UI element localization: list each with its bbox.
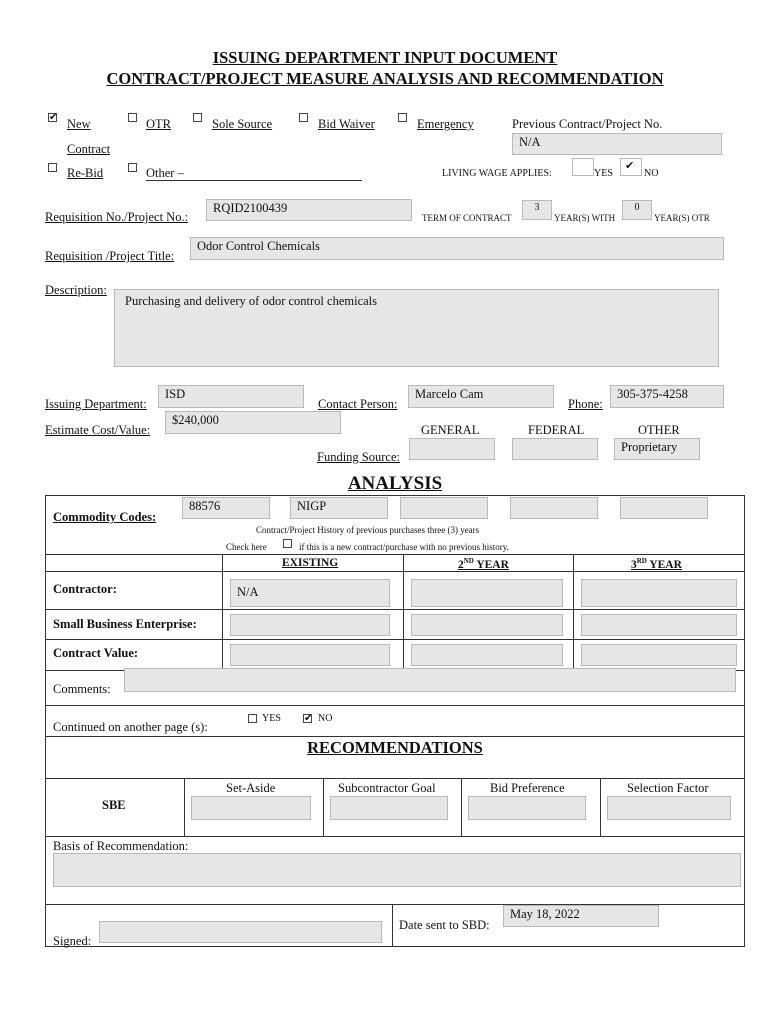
commodity-code-field-4[interactable] (510, 497, 598, 519)
sbe-existing-field[interactable] (230, 614, 390, 636)
row-sbe-label: Small Business Enterprise: (53, 617, 197, 631)
previous-contract-field[interactable]: N/A (512, 133, 722, 155)
living-wage-no-label: NO (644, 168, 659, 179)
col-existing: EXISTING (282, 557, 339, 569)
living-wage-no-box[interactable]: ✔ (620, 158, 642, 176)
analysis-title: ANALYSIS (347, 473, 443, 494)
other-checkbox[interactable] (128, 163, 137, 172)
other-underline (146, 180, 362, 181)
term-label: TERM OF CONTRACT (422, 213, 512, 223)
sbe-row-label: SBE (102, 798, 126, 812)
new-checkbox[interactable]: ✔ (49, 112, 58, 123)
basis-field[interactable] (53, 853, 741, 887)
signed-label: Signed: (53, 934, 92, 948)
phone-field[interactable]: 305-375-4258 (610, 385, 724, 408)
col-bid-preference: Bid Preference (490, 781, 565, 795)
col-set-aside: Set-Aside (226, 781, 276, 795)
check-here-label: Check here (226, 542, 267, 552)
bid-waiver-label: Bid Waiver (318, 117, 375, 131)
description-field[interactable]: Purchasing and delivery of odor control chemicals (114, 289, 719, 367)
emergency-label: Emergency (417, 117, 474, 131)
new-label: New (67, 117, 91, 131)
funding-general-field[interactable] (409, 438, 495, 460)
phone-label: Phone: (568, 397, 603, 411)
signed-field[interactable] (99, 921, 382, 943)
bid-waiver-checkbox[interactable] (299, 113, 308, 122)
continued-label: Continued on another page (s): (53, 720, 208, 734)
funding-federal-field[interactable] (512, 438, 598, 460)
continued-no-label: NO (318, 713, 333, 724)
otr-label: OTR (146, 117, 171, 131)
otr-checkbox[interactable] (128, 113, 137, 122)
sole-source-checkbox[interactable] (193, 113, 202, 122)
no-history-checkbox[interactable] (283, 539, 292, 548)
no-history-note: if this is a new contract/purchase with no previous history. (299, 542, 509, 552)
requisition-label: Requisition No./Project No.: (45, 210, 189, 224)
document-title: ISSUING DEPARTMENT INPUT DOCUMENT (212, 48, 558, 67)
recommendations-title: RECOMMENDATIONS (307, 738, 483, 757)
project-title-field[interactable]: Odor Control Chemicals (190, 237, 724, 260)
col-2nd-year: 2ND YEAR (458, 557, 509, 571)
col-selection-factor: Selection Factor (627, 781, 709, 795)
previous-contract-label: Previous Contract/Project No. (512, 117, 663, 131)
term-years-field[interactable]: 3 (522, 200, 552, 220)
living-wage-yes-label: YES (594, 168, 613, 179)
commodity-codes-label: Commodity Codes: (53, 510, 157, 524)
other-label: Other – (146, 166, 184, 180)
comments-field[interactable] (124, 668, 736, 692)
living-wage-yes-box[interactable] (572, 158, 594, 176)
funding-other-field[interactable]: Proprietary (614, 438, 700, 460)
funding-other-label: OTHER (638, 423, 680, 437)
sole-source-label: Sole Source (212, 117, 273, 131)
funding-federal-label: FEDERAL (528, 423, 585, 437)
contact-person-label: Contact Person: (318, 397, 398, 411)
commodity-code-field-3[interactable] (400, 497, 488, 519)
value-2nd-field[interactable] (411, 644, 563, 666)
emergency-checkbox[interactable] (398, 113, 407, 122)
commodity-code-field-5[interactable] (620, 497, 708, 519)
col-subcontractor-goal: Subcontractor Goal (338, 781, 436, 795)
value-3rd-field[interactable] (581, 644, 737, 666)
contract-label: Contract (67, 142, 111, 156)
living-wage-label: LIVING WAGE APPLIES: (442, 168, 552, 179)
row-contractor-label: Contractor: (53, 582, 117, 596)
bid-preference-field[interactable] (468, 796, 586, 820)
description-label: Description: (45, 283, 107, 297)
sbe-2nd-field[interactable] (411, 614, 563, 636)
document-subtitle: CONTRACT/PROJECT MEASURE ANALYSIS AND RECOMMENDATION (106, 69, 664, 88)
date-sent-label: Date sent to SBD: (399, 918, 490, 932)
commodity-code-field-2[interactable]: NIGP (290, 497, 388, 519)
contractor-existing-field[interactable]: N/A (230, 579, 390, 607)
value-existing-field[interactable] (230, 644, 390, 666)
funding-general-label: GENERAL (421, 423, 480, 437)
rebid-label: Re-Bid (67, 166, 104, 180)
continued-no-checkbox[interactable]: ✔ (304, 713, 313, 724)
estimate-cost-label: Estimate Cost/Value: (45, 423, 151, 437)
issuing-department-field[interactable]: ISD (158, 385, 304, 408)
selection-factor-field[interactable] (607, 796, 731, 820)
issuing-department-label: Issuing Department: (45, 397, 147, 411)
commodity-code-field-1[interactable]: 88576 (182, 497, 270, 519)
basis-label: Basis of Recommendation: (53, 839, 189, 853)
otr-years-field[interactable]: 0 (622, 200, 652, 220)
col-3rd-year: 3RD YEAR (631, 557, 682, 571)
continued-yes-label: YES (262, 713, 281, 724)
subcontractor-goal-field[interactable] (330, 796, 448, 820)
date-sent-field[interactable]: May 18, 2022 (503, 905, 659, 927)
rebid-checkbox[interactable] (48, 163, 57, 172)
continued-yes-checkbox[interactable] (248, 714, 257, 723)
history-note: Contract/Project History of previous purchases three (3) years (256, 525, 480, 535)
sbe-3rd-field[interactable] (581, 614, 737, 636)
funding-source-label: Funding Source: (317, 450, 400, 464)
requisition-field[interactable]: RQID2100439 (206, 199, 412, 221)
set-aside-field[interactable] (191, 796, 311, 820)
estimate-cost-field[interactable]: $240,000 (165, 411, 341, 434)
otr-years-label: YEAR(S) OTR (654, 213, 710, 223)
project-title-label: Requisition /Project Title: (45, 249, 175, 263)
contact-person-field[interactable]: Marcelo Cam (408, 385, 554, 408)
row-contract-value-label: Contract Value: (53, 646, 139, 660)
comments-label: Comments: (53, 682, 111, 696)
contractor-2nd-field[interactable] (411, 579, 563, 607)
contractor-3rd-field[interactable] (581, 579, 737, 607)
term-with-label: YEAR(S) WITH (554, 213, 616, 223)
